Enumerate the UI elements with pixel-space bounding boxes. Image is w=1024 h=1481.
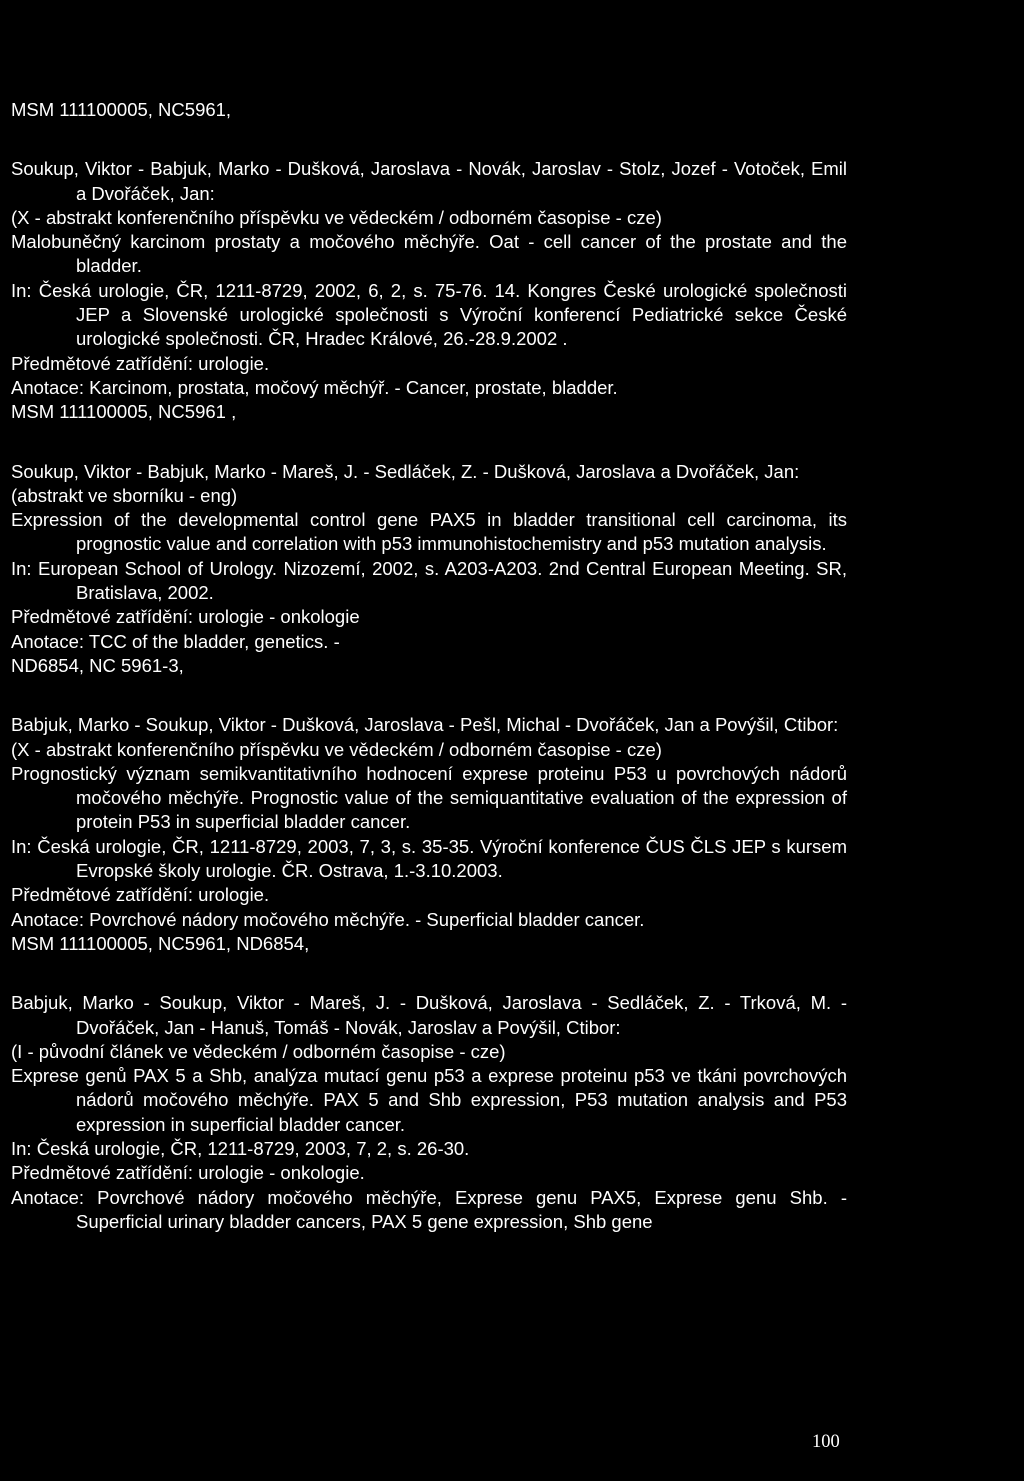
bibliography-entry: [11, 713, 847, 956]
entry-type: (abstrakt ve sborníku - eng): [11, 484, 238, 506]
bibliography-page: [11, 98, 847, 1234]
entry-grants: ND6854, NC 5961-3,: [11, 654, 184, 676]
entry-authors: Soukup, Viktor - Babjuk, Marko - Dušková, Jaroslava - Novák, Jaroslav - Stolz, Jozef - Votoček, Emil a Dvořáček, Jan:: [11, 158, 847, 204]
entry-classification: Předmětové zatřídění: urologie - onkologie: [11, 606, 360, 628]
entry-source: In: Česká urologie, ČR, 1211-8729, 2003, 7, 3, s. 35-35. Výroční konference ČUS ČLS JEP s kursem Evropské školy urologie. ČR. Ostrava, 1.-3.10.2003.: [11, 835, 847, 882]
entry-type: (I - původní článek ve vědeckém / odborném časopise - cze): [11, 1040, 506, 1062]
entry-classification: Předmětové zatřídění: urologie - onkologie.: [11, 1162, 365, 1184]
entry-title: Expression of the developmental control gene PAX5 in bladder transitional cell carcinoma, its prognostic value and correlation with p53 immunohistochemistry and p53 mutation analysis.: [11, 509, 847, 555]
entry-classification: Předmětové zatřídění: urologie.: [11, 352, 270, 374]
bibliography-entry: [11, 460, 847, 679]
entry-source: In: European School of Urology. Nizozemí, 2002, s. A203-A203. 2nd Central European Meeting. SR, Bratislava, 2002.: [11, 557, 847, 604]
entry-annotation: Anotace: TCC of the bladder, genetics. -: [11, 630, 340, 652]
bibliography-entry: [11, 157, 847, 424]
header-grant-line: MSM 111100005, NC5961,: [11, 99, 232, 120]
entry-annotation: Anotace: Povrchové nádory močového měchýře. - Superficial bladder cancer.: [11, 908, 645, 930]
entry-annotation: Anotace: Povrchové nádory močového měchýře, Exprese genu PAX5, Exprese genu Shb. - Superficial urinary bladder cancers, PAX 5 gene expression, Shb gene: [11, 1186, 847, 1232]
entry-type: (X - abstrakt konferenčního příspěvku ve vědeckém / odborném časopise - cze): [11, 206, 662, 228]
page-number: 100: [812, 1432, 840, 1452]
entry-title: Prognostický význam semikvantitativního hodnocení exprese proteinu P53 u povrchových nádorů močového měchýře. Prognostic value of the semiquantitative evaluation of the expression of protein P53 in superficial bladder cancer.: [11, 762, 847, 833]
entry-grants: MSM 111100005, NC5961, ND6854,: [11, 932, 310, 954]
bibliography-entry: [11, 991, 847, 1234]
entry-type: (X - abstrakt konferenčního příspěvku ve vědeckém / odborném časopise - cze): [11, 738, 662, 760]
entry-classification: Předmětové zatřídění: urologie.: [11, 884, 270, 906]
entry-annotation: Anotace: Karcinom, prostata, močový měchýř. - Cancer, prostate, bladder.: [11, 376, 618, 398]
entry-authors: Soukup, Viktor - Babjuk, Marko - Mareš, J. - Sedláček, Z. - Dušková, Jaroslava a Dvořáček, Jan:: [11, 460, 800, 482]
entry-source: In: Česká urologie, ČR, 1211-8729, 2002, 6, 2, s. 75-76. 14. Kongres České urologické společnosti JEP a Slovenské urologické společnosti s Výroční konferencí Pediatrické sekce České urologické společnosti. ČR, Hradec Králové, 26.-28.9.2002 .: [11, 279, 847, 350]
entry-authors: Babjuk, Marko - Soukup, Viktor - Mareš, J. - Dušková, Jaroslava - Sedláček, Z. - Trková, M. - Dvořáček, Jan - Hanuš, Tomáš - Novák, Jaroslav a Povýšil, Ctibor:: [11, 992, 847, 1038]
entry-grants: MSM 111100005, NC5961 ,: [11, 401, 237, 423]
entry-source: In: Česká urologie, ČR, 1211-8729, 2003, 7, 2, s. 26-30.: [11, 1137, 470, 1159]
entry-title: Malobuněčný karcinom prostaty a močového měchýře. Oat - cell cancer of the prostate and the bladder.: [11, 231, 847, 277]
entry-authors: Babjuk, Marko - Soukup, Viktor - Dušková, Jaroslava - Pešl, Michal - Dvořáček, Jan a Povýšil, Ctibor:: [11, 714, 839, 736]
entry-title: Exprese genů PAX 5 a Shb, analýza mutací genu p53 a exprese proteinu p53 ve tkáni povrchových nádorů močového měchýře. PAX 5 and Shb expression, P53 mutation analysis and P53 expression in superficial bladder cancer.: [11, 1065, 847, 1135]
